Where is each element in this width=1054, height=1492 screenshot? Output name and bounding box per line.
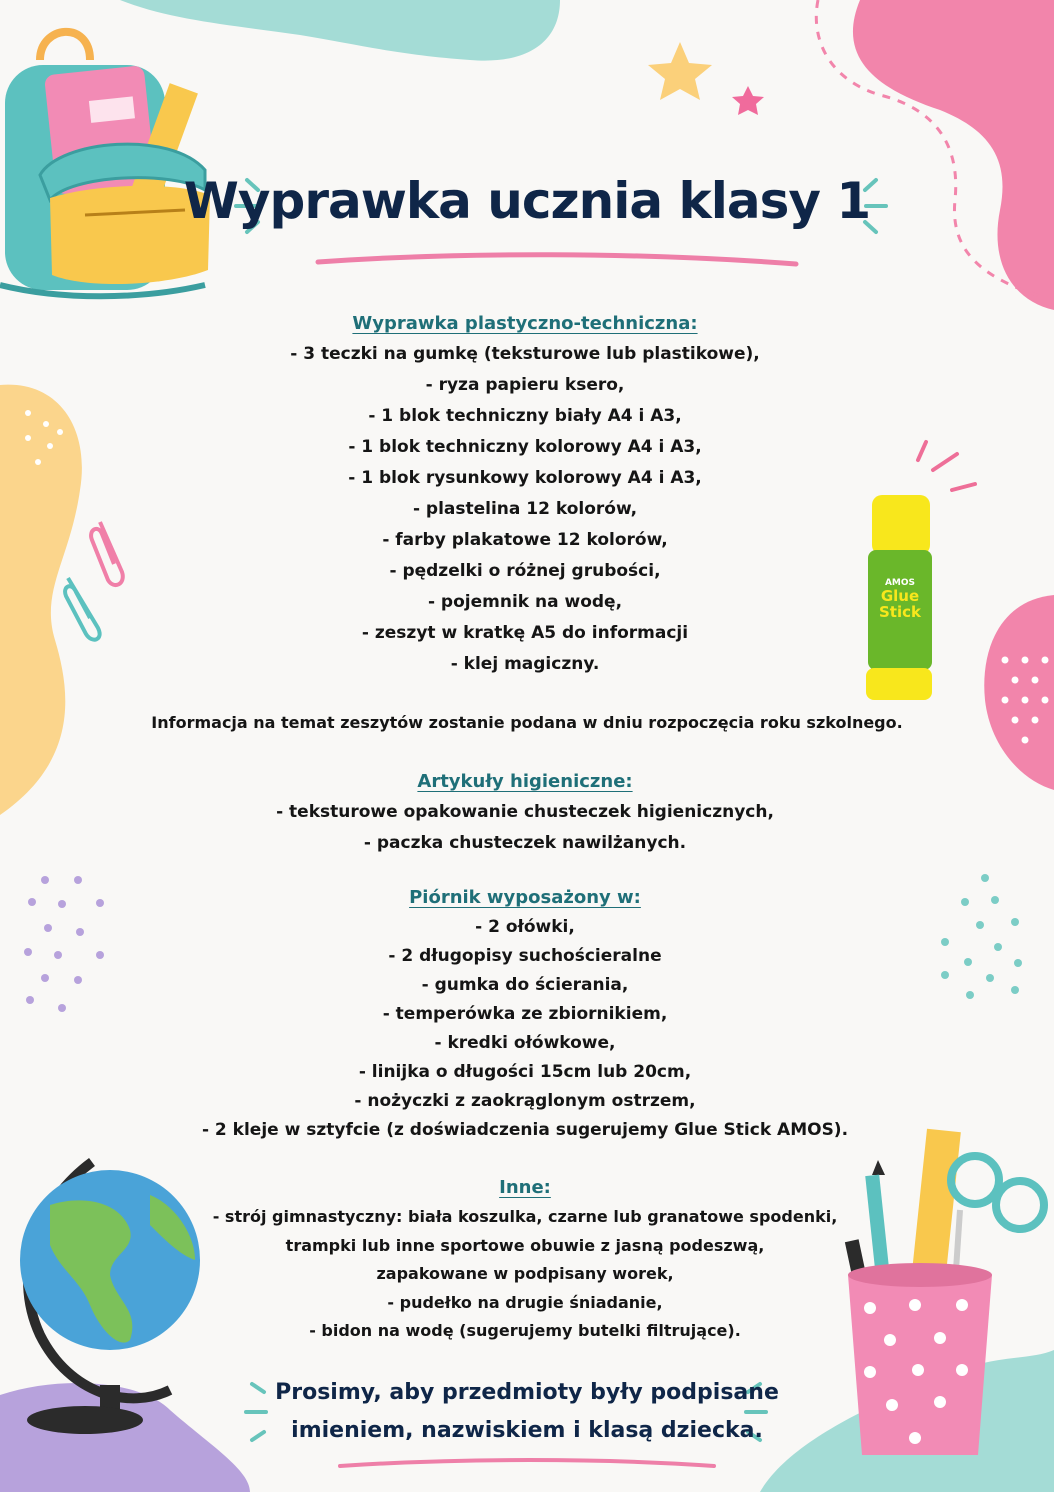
glue-brand: AMOS [884,578,916,588]
section-hygiene [100,766,950,859]
pink-blob-top-right [853,0,1054,310]
list-item: - 1 blok techniczny biały A4 i A3, [368,406,682,426]
list-item: - strój gimnastyczny: biała koszulka, czarne lub granatowe spodenki, [212,1207,838,1226]
closing-note [0,1374,1054,1450]
list-item: - 2 kleje w sztyfcie (z doświadczenia sugerujemy Glue Stick AMOS). [201,1120,849,1140]
section-art-heading: Wyprawka plastyczno-techniczna: [352,313,698,334]
glue-line1: Glue [880,587,920,605]
list-item: - linijka o długości 15cm lub 20cm, [358,1062,692,1082]
section-pencil-case-heading: Piórnik wyposażony w: [409,887,641,908]
list-item: - paczka chusteczek nawilżanych. [363,833,687,853]
list-item: - temperówka ze zbiornikiem, [382,1004,668,1024]
list-item: - pędzelki o różnej grubości, [389,561,661,581]
list-item: - gumka do ścierania, [421,975,629,995]
star-yellow-icon [648,42,712,100]
list-item: - bidon na wodę (sugerujemy butelki filtrujące). [309,1321,741,1340]
title-underline [318,255,796,264]
list-item: - 3 teczki na gumkę (teksturowe lub plastikowe), [290,344,760,364]
page-title: Wyprawka ucznia klasy 1 [183,172,871,230]
list-item: - pudełko na drugie śniadanie, [387,1292,663,1312]
closing-underline [340,1460,714,1466]
closing-line-2: imieniem, nazwiskiem i klasą dziecka. [291,1418,763,1443]
list-item: - pojemnik na wodę, [427,592,623,612]
star-pink-icon [732,86,764,115]
section-other [100,1172,950,1346]
list-item: - kredki ołówkowe, [434,1033,616,1053]
list-item: - 1 blok rysunkowy kolorowy A4 i A3, [348,468,702,488]
list-item: - ryza papieru ksero, [425,375,625,395]
list-item: - nożyczki z zaokrąglonym ostrzem, [354,1091,696,1111]
teal-dots [941,874,1022,999]
section-pencil-case [100,882,950,1145]
lavender-dots [24,876,104,1012]
list-item: - klej magiczny. [450,654,600,674]
closing-line-1: Prosimy, aby przedmioty były podpisane [275,1380,779,1405]
list-item: - 2 ołówki, [475,917,575,937]
list-item: zapakowane w podpisany worek, [376,1264,674,1283]
teal-blob-top [120,0,560,61]
section-hygiene-heading: Artykuły higieniczne: [417,771,633,792]
list-item: - plastelina 12 kolorów, [412,499,638,519]
section-art [100,308,950,680]
list-item: trampki lub inne sportowe obuwie z jasną podeszwą, [285,1235,765,1255]
notebooks-info: Informacja na temat zeszytów zostanie podana w dniu rozpoczęcia roku szkolnego. [151,713,903,732]
list-item: - zeszyt w kratkę A5 do informacji [361,623,689,643]
glue-line2: Stick [879,603,921,621]
list-item: - 2 długopisy suchościeralne [388,946,662,966]
pink-blob-right [984,595,1054,790]
backpack-icon [0,32,210,296]
paperclip-teal-icon [65,578,100,640]
section-other-heading: Inne: [499,1177,551,1198]
list-item: - 1 blok techniczny kolorowy A4 i A3, [348,437,702,457]
list-item: - farby plakatowe 12 kolorów, [382,530,668,550]
list-item: - teksturowe opakowanie chusteczek higienicznych, [276,802,774,822]
